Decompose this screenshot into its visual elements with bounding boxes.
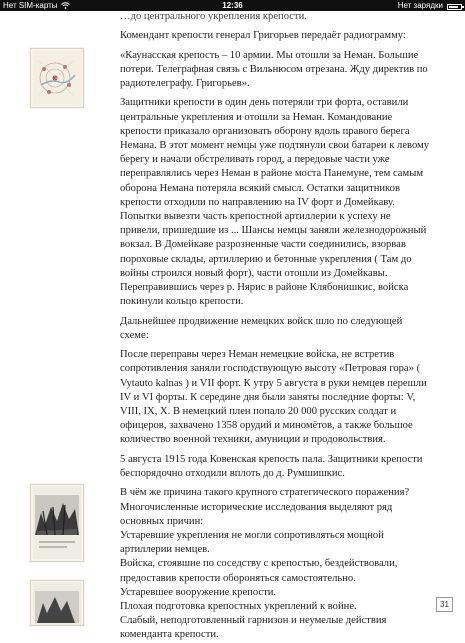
clock: 12:36 bbox=[222, 1, 243, 10]
reason-item: Слабый, неподготовленный гарнизон и неумелые действия коменданта крепости. bbox=[120, 615, 387, 641]
charging-label: Нет зарядки bbox=[397, 1, 443, 10]
carrier-label: Нет SIM-карты bbox=[3, 1, 58, 10]
fortress-ruins-photo[interactable] bbox=[30, 484, 84, 562]
paragraph: «Каунасская крепость – 10 армии. Мы отошли за Неман. Большие потери. Телеграфная связь с Вильнюсом отрезана. Жду директив по радиотелеграфу. Григорьев». bbox=[120, 49, 428, 89]
ruins-photo-illustration bbox=[31, 485, 83, 561]
article-text bbox=[120, 2, 432, 643]
paragraph: 5 августа 1915 года Ковенская крепость пала. Защитники крепости беспорядочно отходили вплоть до д. Румшишкис. bbox=[120, 453, 423, 480]
page-number: 31 bbox=[436, 597, 453, 612]
fortress-map-image[interactable] bbox=[30, 48, 84, 108]
paragraph: После переправы через Неман немецкие войска, не встретив сопротивления заняли господствующую высоту «Петровая гора» ( Vytauto kalnas ) и VII форт. К утру 5 августа в руки немцев перешли IV и VI форты. К середине дня были заняты последние форты: V, VIII, IX, X. В немецкий плен попало 20 000 русских солдат и офицеров, захвачено 1358 орудий и миномётов, а также большое количество военной техники, амуниции и продовольствия. bbox=[120, 349, 427, 446]
reason-item: Плохая подготовка крепостных укреплений к войне. bbox=[120, 601, 357, 613]
photo-illustration bbox=[31, 581, 83, 625]
top-fragment: …до центрального укрепления крепости. bbox=[120, 11, 307, 22]
reason-item: Устаревшее вооружение крепости. bbox=[120, 586, 277, 598]
paragraph: Дальнейшее продвижение немецких войск шло по следующей схеме: bbox=[120, 315, 403, 341]
map-illustration bbox=[31, 49, 83, 107]
paragraph: Комендант крепости генерал Григорьев передаёт радиограмму: bbox=[120, 30, 406, 42]
reason-item: Войска, стоявшие по соседству с крепостью, бездействовали, предоставив крепости обороняться самостоятельно. bbox=[120, 558, 398, 584]
fortress-photo-2[interactable] bbox=[30, 580, 84, 626]
paragraph: Защитники крепости в один день потеряли три форта, оставили центральные укрепления и отошли за Неман. Командование крепости приказало организовать оборону вдоль правого берега Немана. В этот момент немцы уже подтянули свои батареи к левому берегу и начали обстреливать город, а передовые части уже переправлялись через Неман в районе моста Панемуне, тем самым оборона Немана потеряла всякий смысл. Остатки защитников крепости отходили по направлению на IV форт и Домейкаву. Попытки вывезти часть крепостной артиллерии к успеху не привели, пришедшие из ... Шансы немцы заняли железнодорожный вокзал. В Домейкаве разрозненные части соединились, взорвав пороховые склады, артиллерию и бетонные укрепления ( Там до войны строился новый форт), части отошли из Домейкавы. Переправившись через р. Нярис в районе Клябонишкис, войска покинули кольцо крепости. bbox=[120, 97, 430, 308]
reasons-intro: В чём же причина такого крупного стратегического поражения? Многочисленные исторические исследования выделяют ряд основных причин: bbox=[120, 487, 410, 527]
reason-item: Устаревшие укрепления не могли сопротивляться мощной артиллерии немцев. bbox=[120, 530, 384, 556]
